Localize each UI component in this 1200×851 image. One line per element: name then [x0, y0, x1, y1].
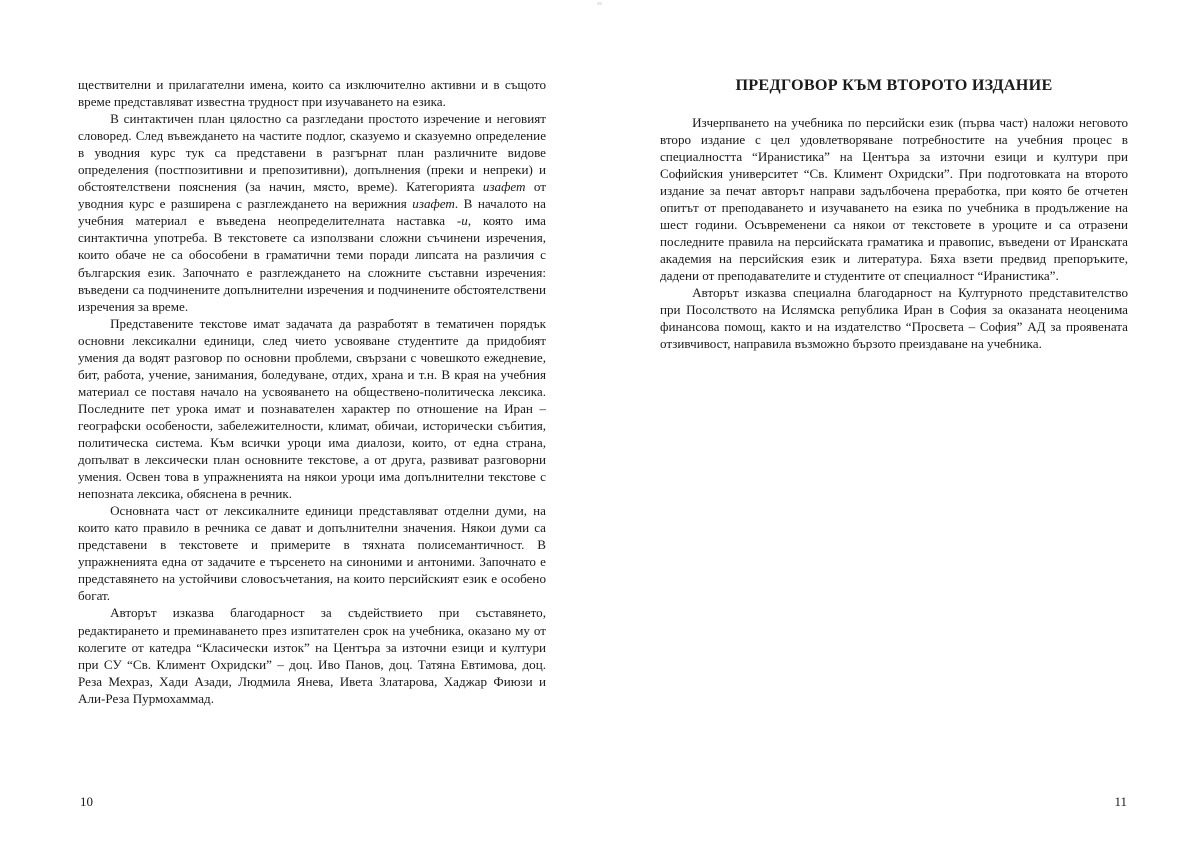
paragraph-texts: Представените текстове имат задачата да разработят в тематичен порядък основни лексикални единици, след чието усвояване студентите да придобият умения да водят разговор по основни проблеми, свързани с човешкото ежедневие, бит, работа, учение, занимания, боледуване, отдих, храна и т.н. В края на учебния материал се поставя начало на усвояването на обществено-политическа лексика. Последните пет урока имат и познавателен характер по отношение на Иран – географски особености, забележителности, климат, обичаи, исторически събития, политическа система. Към всички уроци има диалози, които, от една страна, допълват в лексически план основните текстове, а от друга, развиват разговорни умения. Освен това в упражненията на някои уроци има допълнителни текстове с непозната лексика, обяснена в речник.	[78, 315, 546, 502]
paragraph-second-edition: Изчерпването на учебника по персийски език (първа част) наложи неговото второ издание с цел удовлетворяване потребностите на учебния процес в специалността “Иранистика” на Центъра за източни езици и култури при Софийския университет “Св. Климент Охридски”. При подготовката на второто издание за печат авторът направи задълбочена преработка, при която бе отчетен опитът от преподаването и изучаването на езика по учебника в продължение на шест години. Осъвременени са някои от текстовете в уроците и са отразени последните правила на персийската граматика и правопис, въведени от Иранската академия на персийския език и литература. Бяха взети предвид препоръките, дадени от преподавателите и студентите от специалност “Иранистика”.	[660, 114, 1128, 284]
italic-term-izafet-1: изафет	[482, 179, 526, 195]
paragraph-syntax	[78, 110, 546, 315]
right-page	[600, 0, 1200, 851]
text-run: от уводния курс е разширена с разглеждането на верижния	[78, 179, 546, 212]
page-number-right: 11	[1114, 794, 1127, 809]
text-run: . В началото на учебния материал е въведена неопределителната наставка	[78, 196, 546, 229]
italic-term-izafet-2: изафет	[412, 196, 455, 212]
paragraph-continued: ществителни и прилагателни имена, които са изключително активни и в същото време представляват известна трудност при изучаването на езика.	[78, 77, 546, 110]
paragraph-special-thanks: Авторът изказва специална благодарност на Културното представителство при Посолството на Ислямска република Иран в София за оказаната неоценима финансова помощ, както и на издателство “Просвета – София” АД за проявената отзивчивост, направила възможно бързото преиздаване на учебника.	[660, 285, 1128, 352]
right-page-textblock	[660, 76, 1128, 352]
left-page-textblock	[78, 76, 546, 707]
text-run: В синтактичен план цялостно са разгледани простото изречение и неговият словоред. След въвеждането на частите подлог, сказуемо и сказуемно определение в уводния курс тук са представени в разгърнат план различните видове определения (постпозитивни и препозитивни), допълнения (преки и непреки) и обстоятелствени пояснения (за начин, място, време). Категорията	[78, 111, 546, 195]
italic-suffix-i: -и	[456, 213, 468, 229]
paragraph-lexical-units: Основната част от лексикалните единици представляват отделни думи, на които като правило в речника се дават и допълнителни значения. Някои думи са представени в текстовете и примерите в тяхната полисемантичност. В упражненията една от задачите е търсенето на синоними и антоними. Започнато е представянето на устойчиви словосъчетания, на които персийският език е особено богат.	[78, 503, 546, 604]
text-run: , която има синтактична употреба. В текстовете са използвани сложни съчинени изречения, които обаче не са обособени в граматични теми поради липсата на различия с българския език. Започнато е разглеждането на сложните съставни изречения: въведени са подчинените допълнителни изречения и подчинените обстоятелствени изречения за време.	[78, 213, 546, 314]
paragraph-acknowledgements: Авторът изказва благодарност за съдействието при съставянето, редактирането и преминаването през изпитателен срок на учебника, оказано му от колегите от катедра “Класически изток” на Центъра за източни езици и култури при СУ “Св. Климент Охридски” – доц. Иво Панов, доц. Татяна Евтимова, доц. Реза Мехраз, Хади Азади, Людмила Янева, Ивета Златарова, Хаджар Фиюзи и Али-Реза Пурмохаммад.	[78, 605, 546, 706]
page-number-left: 10	[80, 794, 93, 809]
page-title: ПРЕДГОВОР КЪМ ВТОРОТО ИЗДАНИЕ	[735, 76, 1053, 94]
